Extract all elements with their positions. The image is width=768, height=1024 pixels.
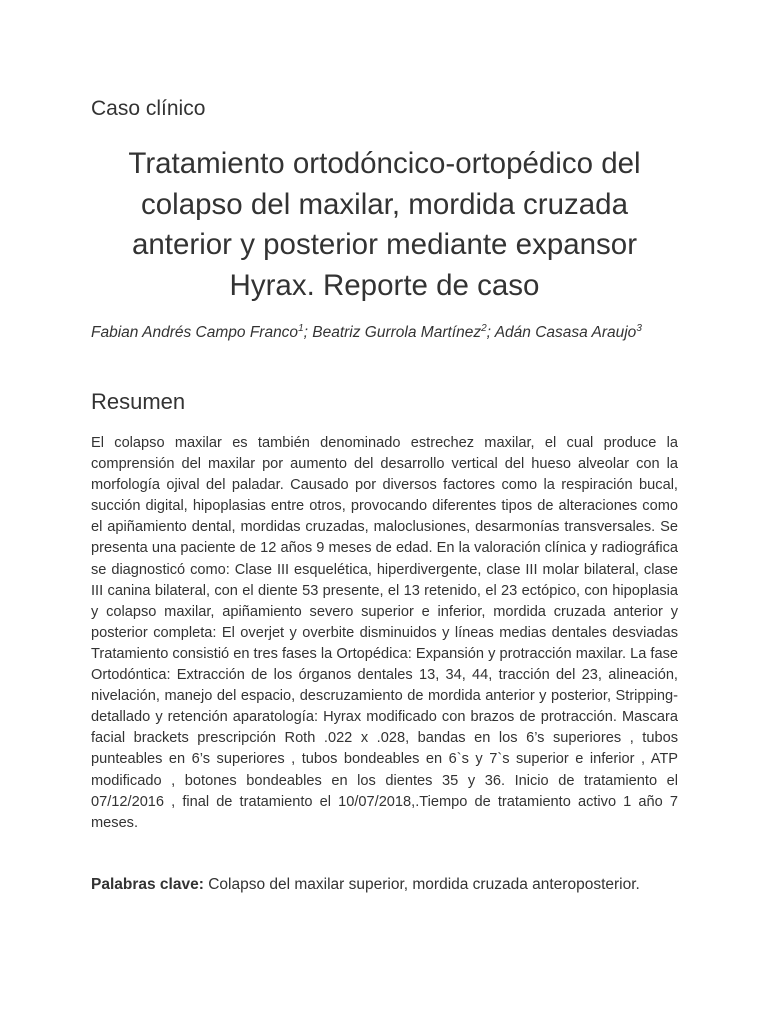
abstract-heading: Resumen (91, 389, 186, 414)
keywords-text: Colapso del maxilar superior, mordida cruzada anteroposterior. (203, 876, 640, 893)
article-title: Tratamiento ortodóncico-ortopédico del colapso del maxilar, mordida cruzada anterior y posterior mediante expansor Hyrax. Reporte de caso (128, 147, 641, 302)
author-list (91, 321, 678, 345)
abstract-text: El colapso maxilar es también denominado estrechez maxilar, el cual produce la comprensión del maxilar por aumento del desarrollo vertical del hueso alveolar con la morfología ojival del paladar. Causado por diversos factores como la respiración bucal, succión digital, hipoplasias entre otros, provocando diferentes tipos de alteraciones como el apiñamiento dental, mordidas cruzadas, maloclusiones, desarmonías transversales. Se presenta una paciente de 12 años 9 meses de edad. En la valoración clínica y radiográfica se diagnosticó como: Clase III esquelética, hiperdivergente, clase III molar bilateral, clase III canina bilateral, con el diente 53 presente, el 13 retenido, el 23 ectópico, con hipoplasia y colapso maxilar, apiñamiento severo superior e inferior, mordida cruzada anterior y posterior completa: El overjet y overbite disminuidos y líneas medias dentales desviadas Tratamiento consistió en tres fases la Ortopédica: Expansión y protracción maxilar. La fase Ortodóntica: Extracción de los órganos dentales 13, 34, 44, tracción del 23, alineación, nivelación, manejo del espacio, descruzamiento de mordida anterior y posterior, Stripping- detallado y retención aparatología: Hyrax modificado con brazos de protracción. Mascara facial brackets prescripción Roth .022 x .028, bandas en los 6’s superiores , tubos punteables en 6’s superiores , tubos bondeables en 6`s y 7`s superior e inferior , ATP modificado , botones bondeables en los dientes 35 y 36. Inicio de tratamiento el 07/12/2016 , final de tratamiento el 10/07/2018,.Tiempo de tratamiento activo 1 año 7 meses. (91, 435, 678, 831)
affiliation-marker: 2 (481, 323, 487, 334)
section-label: Caso clínico (91, 97, 206, 120)
author-name: Adán Casasa Araujo (494, 324, 637, 341)
affiliation-marker: 1 (298, 323, 304, 334)
author-separator: ; (303, 324, 313, 341)
author-name: Fabian Andrés Campo Franco (91, 324, 299, 341)
affiliation-marker: 3 (636, 323, 642, 334)
author-name: Beatriz Gurrola Martínez (312, 324, 482, 341)
keywords-label: Palabras clave: (91, 876, 204, 893)
keywords (91, 873, 678, 897)
author-separator: ; (486, 324, 495, 341)
